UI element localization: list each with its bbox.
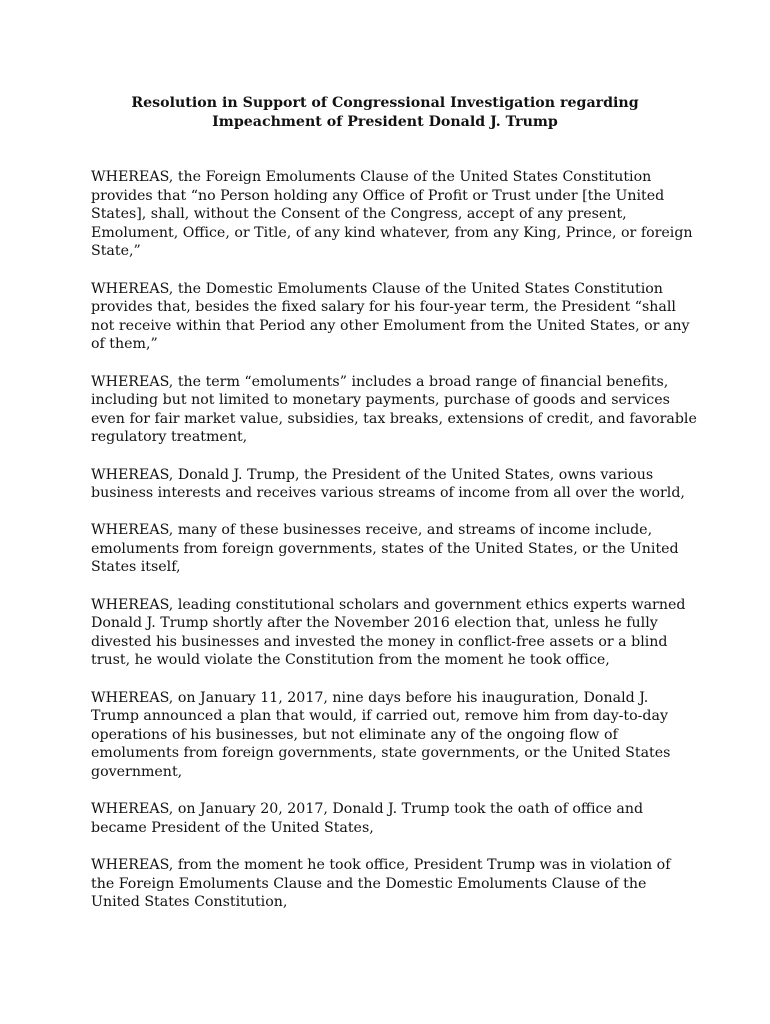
text-line: trust, he would violate the Constitution from the moment he took office,: [91, 652, 610, 669]
text-line: divested his businesses and invested the money in conflict-free assets or a blind: [91, 633, 668, 650]
text-line: WHEREAS, Donald J. Trump, the President of the United States, owns various: [91, 466, 654, 483]
text-line: the Foreign Emoluments Clause and the Domestic Emoluments Clause of the: [91, 875, 647, 892]
text-line: State,”: [91, 243, 141, 260]
text-line: government,: [91, 764, 183, 780]
whereas-paragraph: [91, 596, 691, 670]
text-line: WHEREAS, on January 20, 2017, Donald J. Trump took the oath of office and: [91, 801, 644, 818]
text-line: United States Constitution,: [91, 894, 288, 911]
whereas-paragraph: [91, 521, 691, 577]
text-line: emoluments from foreign governments, state governments, or the United States: [91, 745, 671, 762]
text-line: not receive within that Period any other Emolument from the United States, or any: [91, 317, 690, 334]
text-line: WHEREAS, the Foreign Emoluments Clause of the United States Constitution: [91, 169, 652, 185]
text-line: business interests and receives various streams of income from all over the world,: [91, 485, 685, 502]
whereas-paragraph: [91, 280, 691, 354]
text-line: WHEREAS, from the moment he took office, President Trump was in violation of: [91, 856, 671, 873]
whereas-paragraph: [91, 856, 691, 912]
title-line: Impeachment of President Donald J. Trump: [212, 113, 558, 130]
text-line: WHEREAS, leading constitutional scholars and government ethics experts warned: [91, 596, 686, 613]
text-line: provides that, besides the fixed salary for his four-year term, the President “shall: [91, 299, 676, 316]
text-line: WHEREAS, on January 11, 2017, nine days before his inauguration, Donald J.: [91, 689, 649, 706]
whereas-paragraph: [91, 800, 691, 837]
whereas-paragraph: [91, 168, 691, 261]
text-line: even for fair market value, subsidies, tax breaks, extensions of credit, and favorable: [91, 410, 697, 427]
whereas-paragraph: [91, 466, 691, 503]
title-line: Resolution in Support of Congressional Investigation regarding: [131, 95, 639, 111]
text-line: of them,”: [91, 336, 158, 353]
text-line: States], shall, without the Consent of the Congress, accept of any present,: [91, 206, 627, 223]
text-line: Trump announced a plan that would, if carried out, remove him from day-to-day: [91, 708, 668, 725]
text-line: Donald J. Trump shortly after the November 2016 election that, unless he fully: [91, 615, 658, 632]
text-line: became President of the United States,: [91, 819, 374, 836]
text-line: emoluments from foreign governments, states of the United States, or the United: [91, 540, 679, 557]
text-line: WHEREAS, many of these businesses receive, and streams of income include,: [91, 522, 653, 539]
text-line: provides that “no Person holding any Office of Profit or Trust under [the United: [91, 187, 665, 204]
document-body: [91, 168, 697, 930]
document-title: [80, 94, 690, 131]
text-line: WHEREAS, the term “emoluments” includes a broad range of financial benefits,: [91, 373, 669, 390]
text-line: including but not limited to monetary payments, purchase of goods and services: [91, 392, 670, 409]
text-line: regulatory treatment,: [91, 429, 248, 446]
text-line: States itself,: [91, 559, 181, 576]
text-line: Emolument, Office, or Title, of any kind whatever, from any King, Prince, or foreign: [91, 224, 693, 241]
text-line: operations of his businesses, but not eliminate any of the ongoing flow of: [91, 726, 618, 743]
whereas-paragraph: [91, 689, 691, 782]
whereas-paragraph: [91, 373, 697, 447]
text-line: WHEREAS, the Domestic Emoluments Clause of the United States Constitution: [91, 280, 663, 297]
